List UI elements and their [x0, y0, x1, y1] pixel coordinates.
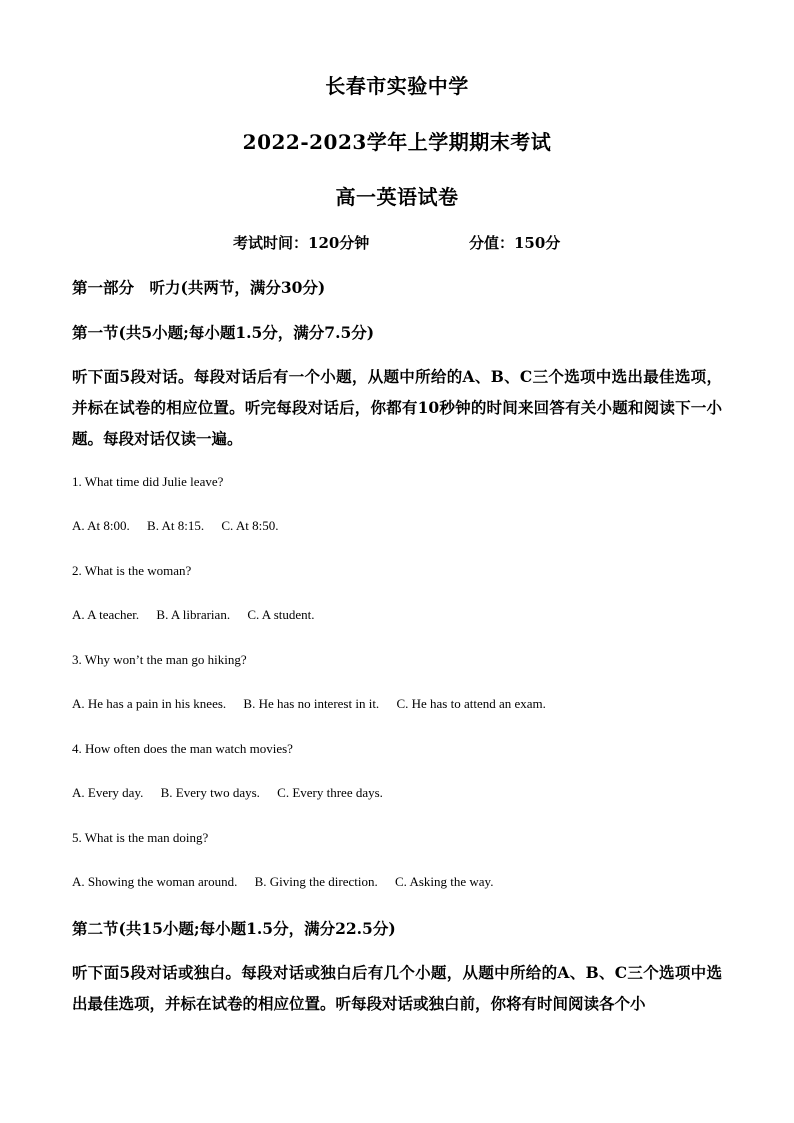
option-c: C. Every three days.	[277, 785, 383, 800]
exam-title: 2022-2023学年上学期期末考试	[242, 130, 552, 154]
option-b: B. Giving the direction.	[254, 874, 378, 889]
exam-score: 分值：150分	[469, 234, 561, 252]
option-a: A. At 8:00.	[72, 518, 130, 533]
option-a: A. He has a pain in his knees.	[72, 696, 227, 711]
option-b: B. Every two days.	[160, 785, 260, 800]
question-3-options	[72, 696, 560, 712]
option-c: C. Asking the way.	[395, 874, 494, 889]
option-a: A. Showing the woman around.	[72, 874, 238, 889]
question-3: 3. Why won’t the man go hiking?	[72, 652, 247, 667]
option-b: B. A librarian.	[156, 607, 231, 622]
question-1-options	[72, 518, 292, 534]
option-a: A. Every day.	[72, 785, 144, 800]
option-b: B. At 8:15.	[147, 518, 205, 533]
question-4: 4. How often does the man watch movies?	[72, 741, 293, 756]
question-2: 2. What is the woman?	[72, 563, 192, 578]
option-b: B. He has no interest in it.	[243, 696, 380, 711]
question-4-options	[72, 785, 397, 801]
option-c: C. At 8:50.	[221, 518, 279, 533]
option-c: C. A student.	[247, 607, 315, 622]
option-c: C. He has to attend an exam.	[396, 696, 546, 711]
paper-title: 高一英语试卷	[335, 185, 459, 209]
question-1: 1. What time did Julie leave?	[72, 474, 224, 489]
exam-time: 考试时间：120分钟	[233, 234, 370, 252]
question-2-options	[72, 607, 329, 623]
question-5: 5. What is the man doing?	[72, 830, 209, 845]
part1-heading: 第一部分 听力(共两节，满分30分)	[72, 278, 326, 297]
section2-instruction: 听下面5段对话或独白。每段对话或独白后有几个小题，从题中所给的A、B、C三个选项中选出最佳选项，并标在试卷的相应位置。听每段对话或独白前，你将有时间阅读各个小	[72, 963, 722, 1013]
section1-instruction: 听下面5段对话。每段对话后有一个小题，从题中所给的A、B、C三个选项中选出最佳选项，并标在试卷的相应位置。听完每段对话后，你都有10秒钟的时间来回答有关小题和阅读下一小题。每段对话仅读一遍。	[72, 367, 722, 448]
question-5-options	[72, 874, 507, 890]
section1-heading: 第一节(共5小题;每小题1.5分，满分7.5分)	[72, 323, 375, 342]
option-a: A. A teacher.	[72, 607, 140, 622]
section2-heading: 第二节(共15小题;每小题1.5分，满分22.5分)	[72, 919, 396, 938]
school-title: 长春市实验中学	[325, 74, 469, 98]
